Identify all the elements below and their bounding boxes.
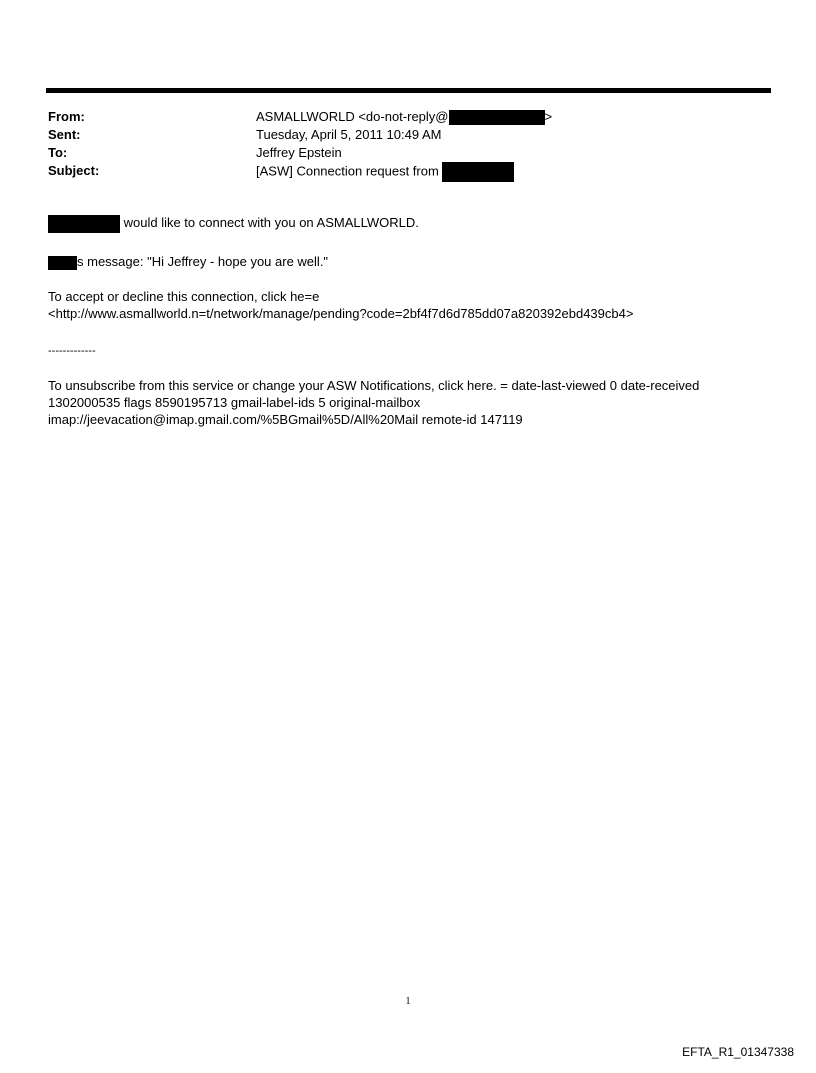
header-row-from <box>48 108 748 126</box>
footer-line-1: To unsubscribe from this service or change your ASW Notifications, click here. = date-last-viewed 0 date-received <box>48 378 700 393</box>
message-line: s message: "Hi Jeffrey - hope you are well." <box>77 254 329 269</box>
connect-paragraph <box>48 214 788 233</box>
subject-value <box>256 162 748 180</box>
header-row-to <box>48 144 748 162</box>
bates-number: EFTA_R1_01347338 <box>682 1045 794 1059</box>
message-paragraph <box>48 253 788 270</box>
redaction-box <box>48 215 120 233</box>
subject-value-text: [ASW] Connection request from <box>256 163 443 179</box>
from-value <box>256 108 748 126</box>
redaction-box <box>442 162 514 182</box>
from-value-end: > <box>544 109 553 124</box>
redaction-box <box>449 110 545 125</box>
accept-line-1: To accept or decline this connection, click he=e <box>48 289 320 304</box>
footer-line-2: 1302000535 flags 8590195713 gmail-label-ids 5 original-mailbox <box>48 395 421 410</box>
header-row-subject <box>48 162 748 180</box>
separator-line: ------------- <box>48 345 96 357</box>
header-row-sent <box>48 126 748 144</box>
header-divider-rule <box>46 88 771 93</box>
redaction-box <box>48 256 77 270</box>
to-label: To: <box>48 145 68 160</box>
accept-paragraph <box>48 288 788 322</box>
to-value: Jeffrey Epstein <box>256 145 342 160</box>
subject-label: Subject: <box>48 163 100 178</box>
footer-paragraph <box>48 377 788 428</box>
accept-link: <http://www.asmallworld.n=t/network/manage/pending?code=2bf4f7d6d785dd07a820392ebd439cb4> <box>48 306 634 321</box>
from-value-text: ASMALLWORLD <do-not-reply@ <box>256 109 449 124</box>
sent-value: Tuesday, April 5, 2011 10:49 AM <box>256 127 442 142</box>
sent-label: Sent: <box>48 127 81 142</box>
email-header-block <box>48 108 748 180</box>
from-label: From: <box>48 109 85 124</box>
connect-line: would like to connect with you on ASMALLWORLD. <box>120 215 419 230</box>
footer-line-3: imap://jeevacation@imap.gmail.com/%5BGmail%5D/All%20Mail remote-id 147119 <box>48 412 523 427</box>
page-number: 1 <box>405 996 411 1007</box>
